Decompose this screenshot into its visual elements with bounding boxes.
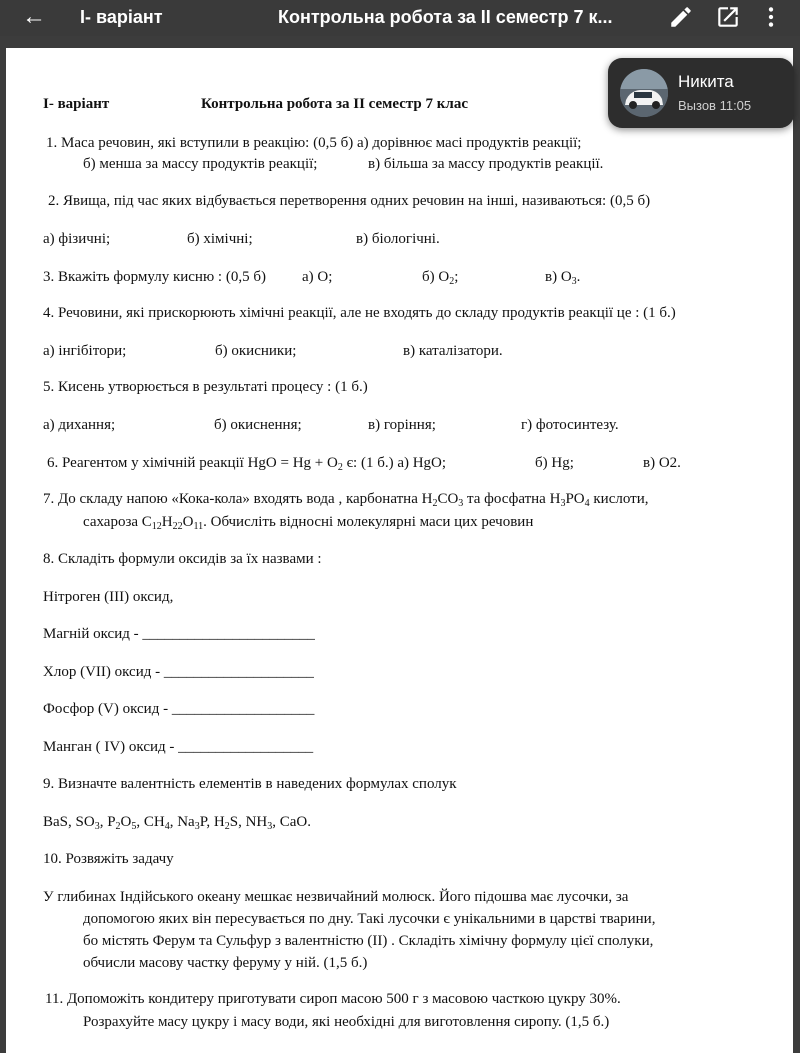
q2-text: 2. Явища, під час яких відбувається перетворення одних речовин на інші, називаються: (0,5 б) <box>48 193 651 209</box>
q10-line1: У глибинах Індійського океану мешкає незвичайний молюск. Його підошва має лусочки, за <box>43 889 629 905</box>
q3-text: 3. Вкажіть формулу кисню : (0,5 б) <box>43 269 266 285</box>
q10-line4: обчисли масову частку феруму у ній. (1,5 б.) <box>83 955 368 971</box>
q8-item-4: Фосфор (V) оксид - ___________________ <box>43 701 315 717</box>
q6-text: 6. Реагентом у хімічній реакції HgO = $Hg + O_2$ є: (1 б.) а) HgO; <box>47 455 447 473</box>
q5-text: 5. Кисень утворюється в результаті процесу : (1 б.) <box>43 379 368 395</box>
document-page <box>6 48 793 1053</box>
call-time: Вызов 11:05 <box>678 98 752 113</box>
q5-option-c: в) горіння; <box>368 417 436 433</box>
doc-title: Контрольна робота за II семестр 7 клас <box>201 96 468 112</box>
q5-option-a: а) дихання; <box>43 417 116 433</box>
q7-line1: 7. До складу напою «Кока-кола» входять вода , карбонатна $H_2CO_3$ та фосфатна $H_3PO_4$ кислоти, <box>43 491 649 509</box>
q7-line2: сахароза $C_{12}H_{22}O_{11}$. Обчисліть відносні молекулярні маси цих речовин <box>83 514 534 532</box>
q2-option-a: а) фізичні; <box>43 231 111 247</box>
q6-option-b: б) Hg; <box>535 455 574 471</box>
q3-option-c: в) $О_3$. <box>545 269 581 287</box>
q2-option-c: в) біологічні. <box>356 231 440 247</box>
avatar <box>620 69 668 117</box>
caller-name: Никита <box>678 72 734 91</box>
q10-line3: бо містять Ферум та Сульфур з валентністю (ІІ) . Складіть хімічну формулу цієї сполуки, <box>83 933 654 949</box>
q4-option-c: в) каталізатори. <box>403 343 503 359</box>
call-notification[interactable] <box>608 58 794 128</box>
toolbar-variant-title: I- варіант <box>80 7 163 27</box>
q5-option-b: б) окиснення; <box>214 417 302 433</box>
q10-line2: допомогою яких він пересувається по дну. Такі лусочки є унікальними в царстві тварини, <box>83 911 656 927</box>
q1-text: 1. Маса речовин, які вступили в реакцію: (0,5 б) а) дорівнює масі продуктів реакції; <box>46 135 582 151</box>
more-vertical-icon[interactable] <box>758 4 784 30</box>
app-toolbar <box>0 0 800 36</box>
q4-text: 4. Речовини, які прискорюють хімічні реакції, але не входять до складу продуктів реакції це : (1 б.) <box>43 305 676 321</box>
q3-option-b: б) $О_2$; <box>422 269 459 287</box>
q6-option-c: в) O2. <box>643 455 681 471</box>
q4-option-a: а) інгібітори; <box>43 343 127 359</box>
q8-text: 8. Складіть формули оксидів за їх назвами : <box>43 551 322 567</box>
q4-option-b: б) окисники; <box>215 343 297 359</box>
q2-option-b: б) хімічні; <box>187 231 253 247</box>
q8-item-3: Хлор (VІІ) оксид - ____________________ <box>43 664 314 680</box>
q8-item-5: Манган ( IV) оксид - __________________ <box>43 739 314 755</box>
q8-item-2: Магній оксид - _______________________ <box>43 626 315 642</box>
doc-variant: І- варіант <box>43 96 110 112</box>
pencil-icon[interactable] <box>668 4 694 30</box>
q9-text: 9. Визначте валентність елементів в наведених формулах сполук <box>43 776 457 792</box>
q11-line1: 11. Допоможіть кондитеру приготувати сироп масою 500 г з масовою часткою цукру 30%. <box>45 991 621 1007</box>
q1-option-c: в) більша за массу продуктів реакції. <box>368 156 604 172</box>
back-arrow-icon[interactable]: ← <box>22 3 46 30</box>
q8-item-1: Нітроген (ІІІ) оксид, <box>43 589 174 605</box>
open-in-new-icon[interactable] <box>715 4 741 30</box>
q5-option-d: г) фотосинтезу. <box>521 417 619 433</box>
q11-line2: Розрахуйте масу цукру і масу води, які необхідні для виготовлення сиропу. (1,5 б.) <box>83 1014 610 1030</box>
toolbar-document-title: Контрольна робота за II семестр 7 к... <box>278 7 613 27</box>
q1-option-b: б) менша за массу продуктів реакції; <box>83 156 318 172</box>
q10-text: 10. Розвяжіть задачу <box>43 851 174 867</box>
car-photo-icon <box>620 69 668 117</box>
q9-formulas: BaS, $SO_3$, $P_2O_5$, $CH_4$, $Na_3P$, $H_2S$, $NH_3$, CaO. <box>43 814 311 832</box>
q3-option-a: а) О; <box>302 269 333 285</box>
